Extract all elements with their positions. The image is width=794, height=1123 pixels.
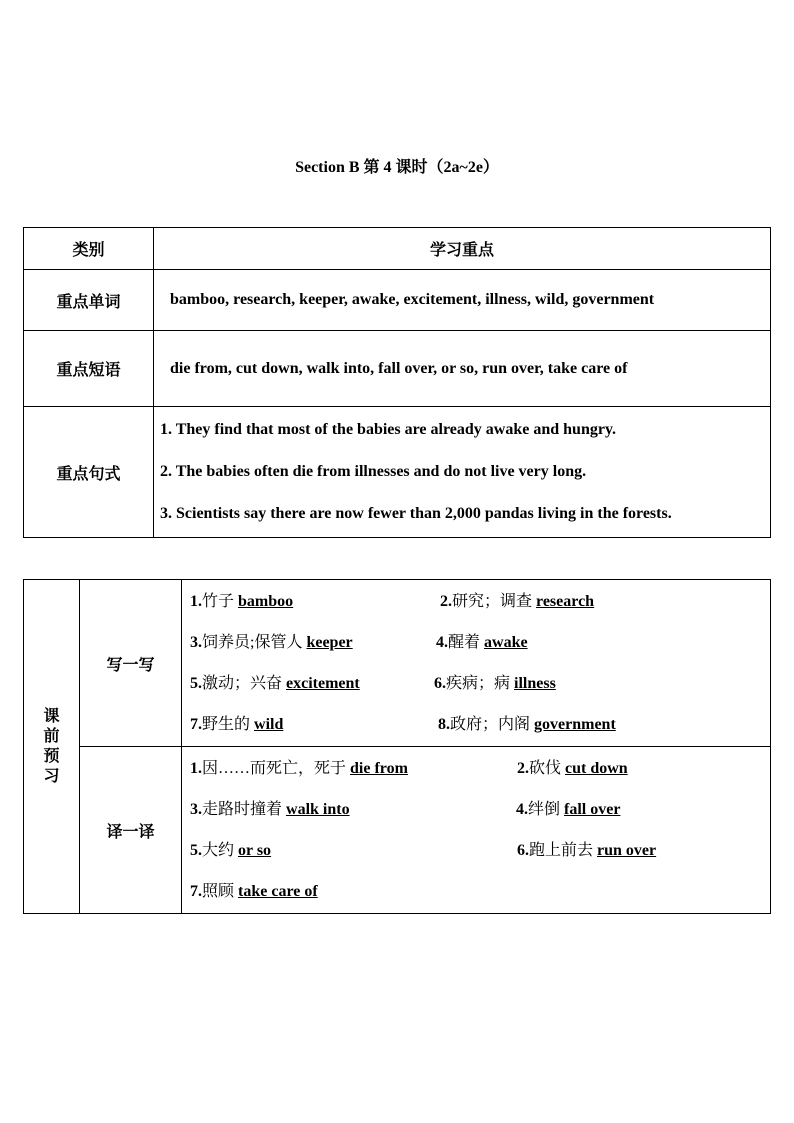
row-label-words: 重点单词 [24, 270, 154, 331]
item-number: 8. [438, 716, 450, 733]
answer-text: government [534, 716, 616, 733]
key-phrases: die from, cut down, walk into, fall over, or so, run over, take care of [154, 331, 771, 407]
chinese-meaning: 醒着 [448, 634, 481, 651]
item-number: 4. [436, 634, 448, 651]
vocab-item [190, 748, 408, 789]
item-number: 4. [516, 801, 528, 818]
page-title: Section B 第 4 课时（2a~2e） [295, 159, 499, 176]
chinese-meaning: 走路时撞着 [202, 801, 283, 818]
item-number: 1. [190, 593, 202, 610]
answer-text: walk into [286, 801, 350, 818]
table-row [24, 580, 771, 747]
answer-text: cut down [565, 760, 628, 777]
list-item [190, 704, 770, 745]
answer-text: or so [238, 842, 272, 859]
answer-text: bamboo [238, 593, 294, 610]
sentence: 3. Scientists say there are now fewer than 2,000 pandas living in the forests. [160, 505, 672, 522]
chinese-meaning: 砍伐 [529, 760, 562, 777]
item-number: 3. [190, 634, 202, 651]
key-sentences [154, 407, 771, 538]
key-points-table [23, 227, 771, 538]
chinese-meaning: 疾病；病 [446, 675, 511, 692]
item-number: 7. [190, 883, 202, 900]
list-item [190, 663, 770, 704]
item-number: 1. [190, 760, 202, 777]
item-number: 3. [190, 801, 202, 818]
vocab-item [190, 830, 271, 871]
chinese-meaning: 研究；调查 [452, 593, 533, 610]
vocab-item [517, 830, 656, 871]
row-label-phrases: 重点短语 [24, 331, 154, 407]
answer-text: wild [254, 716, 284, 733]
list-item [190, 748, 770, 789]
vocab-item [438, 704, 616, 745]
answer-text: awake [484, 634, 528, 651]
vocab-item [190, 663, 360, 704]
sentence: 1. They find that most of the babies are already awake and hungry. [160, 421, 617, 438]
answer-text: die from [350, 760, 408, 777]
list-item [190, 622, 770, 663]
item-number: 6. [517, 842, 529, 859]
item-number: 5. [190, 675, 202, 692]
vocab-item [434, 663, 556, 704]
table-row [24, 270, 771, 331]
vocab-item [190, 704, 283, 745]
vocab-item [190, 581, 293, 622]
key-words: bamboo, research, keeper, awake, excitement, illness, wild, government [154, 270, 771, 331]
translate-label: 译一译 [80, 747, 182, 914]
list-item [190, 830, 770, 871]
header-category: 类别 [24, 228, 154, 270]
item-number: 2. [440, 593, 452, 610]
table-header-row [24, 228, 771, 270]
chinese-meaning: 大约 [202, 842, 235, 859]
answer-text: take care of [238, 883, 318, 900]
vocab-item [436, 622, 528, 663]
table-row [24, 747, 771, 914]
answer-text: keeper [306, 634, 353, 651]
row-label-sentences: 重点句式 [24, 407, 154, 538]
translate-items [182, 747, 771, 914]
section-label-cell [24, 580, 80, 914]
table-row [24, 331, 771, 407]
answer-text: excitement [286, 675, 360, 692]
list-item [190, 871, 770, 912]
chinese-meaning: 竹子 [202, 593, 235, 610]
answer-text: fall over [564, 801, 621, 818]
vocab-item [190, 871, 318, 912]
chinese-meaning: 跑上前去 [529, 842, 594, 859]
preview-table [23, 579, 771, 914]
vocab-item [440, 581, 594, 622]
chinese-meaning: 政府；内阁 [450, 716, 531, 733]
item-number: 5. [190, 842, 202, 859]
list-item [190, 581, 770, 622]
chinese-meaning: 野生的 [202, 716, 251, 733]
item-number: 2. [517, 760, 529, 777]
chinese-meaning: 饲养员;保管人 [202, 634, 303, 651]
vocab-item [190, 789, 350, 830]
table-row [24, 407, 771, 538]
write-items [182, 580, 771, 747]
vocab-item [190, 622, 353, 663]
chinese-meaning: 绊倒 [528, 801, 561, 818]
item-number: 6. [434, 675, 446, 692]
section-label: 课前预习 [43, 707, 60, 785]
header-focus: 学习重点 [154, 228, 771, 270]
answer-text: illness [514, 675, 556, 692]
chinese-meaning: 激动；兴奋 [202, 675, 283, 692]
vocab-item [517, 748, 628, 789]
item-number: 7. [190, 716, 202, 733]
chinese-meaning: 因……而死亡，死于 [202, 760, 347, 777]
list-item [190, 789, 770, 830]
answer-text: run over [597, 842, 657, 859]
sentence: 2. The babies often die from illnesses and do not live very long. [160, 463, 587, 480]
chinese-meaning: 照顾 [202, 883, 235, 900]
answer-text: research [536, 593, 595, 610]
vocab-item [516, 789, 620, 830]
write-label: 写一写 [80, 580, 182, 747]
